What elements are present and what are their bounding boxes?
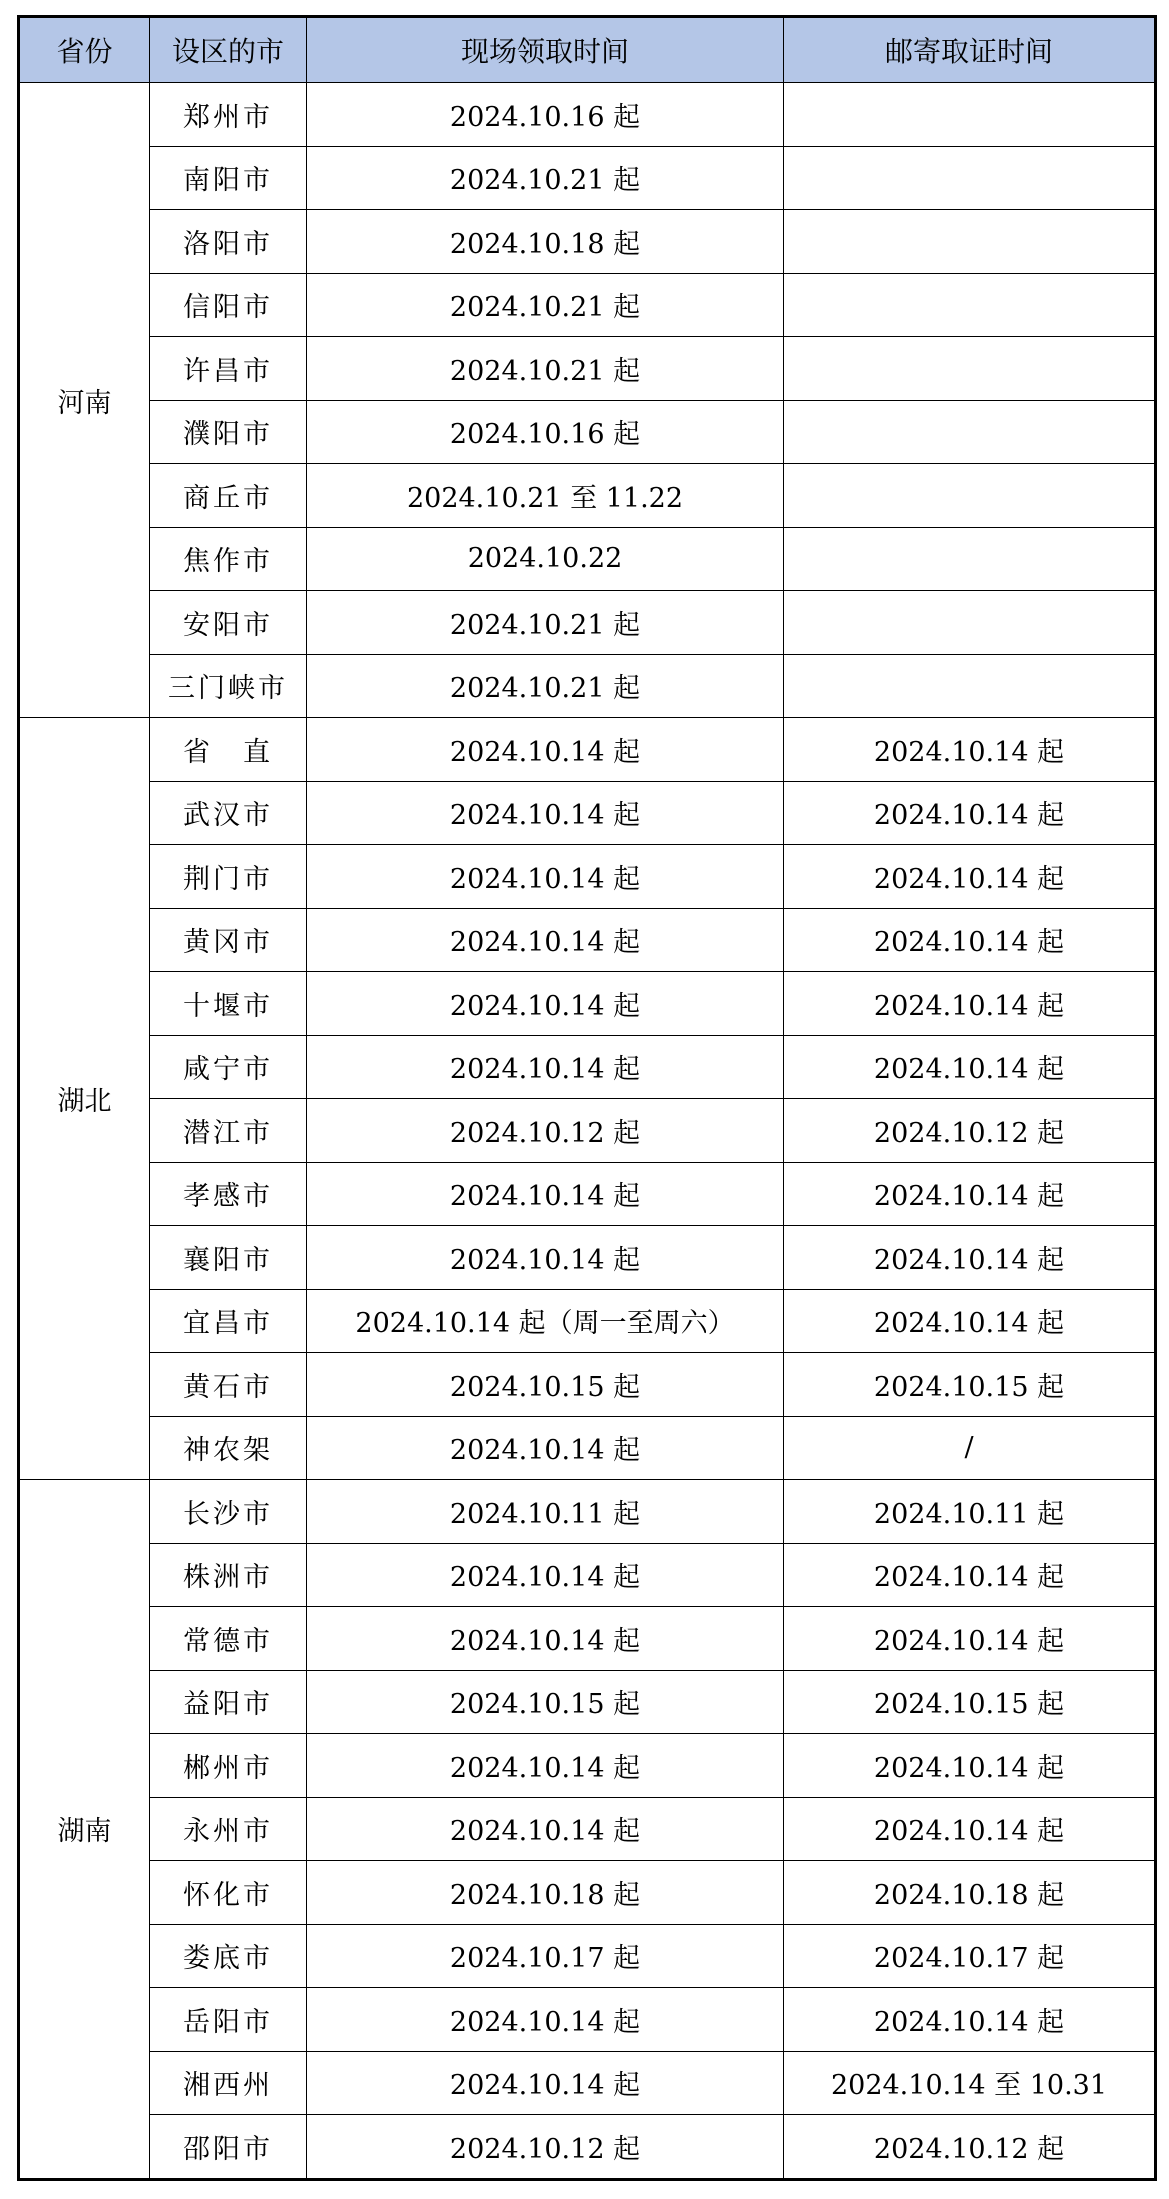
mail-time-cell: 2024.10.15 起 xyxy=(784,1353,1156,1417)
city-cell: 咸宁市 xyxy=(150,1035,307,1099)
city-cell: 黄冈市 xyxy=(150,908,307,972)
city-cell: 常德市 xyxy=(150,1607,307,1671)
mail-time-cell: 2024.10.14 起 xyxy=(784,845,1156,909)
onsite-time-cell: 2024.10.12 起 xyxy=(307,1099,784,1163)
onsite-time-cell: 2024.10.14 起 xyxy=(307,718,784,782)
table-row xyxy=(19,1099,1156,1163)
province-cell: 湖南 xyxy=(19,1480,150,2180)
table-row xyxy=(19,83,1156,147)
mail-time-cell: 2024.10.14 起 xyxy=(784,1035,1156,1099)
onsite-time-cell: 2024.10.15 起 xyxy=(307,1353,784,1417)
table-row xyxy=(19,908,1156,972)
mail-time-cell: 2024.10.12 起 xyxy=(784,1099,1156,1163)
table-row xyxy=(19,1797,1156,1861)
onsite-time-cell: 2024.10.14 起 xyxy=(307,845,784,909)
mail-time-cell xyxy=(784,337,1156,401)
city-cell: 岳阳市 xyxy=(150,1988,307,2052)
city-cell: 南阳市 xyxy=(150,146,307,210)
onsite-time-cell: 2024.10.21 至 11.22 xyxy=(307,464,784,528)
city-cell: 郴州市 xyxy=(150,1734,307,1798)
table-row xyxy=(19,845,1156,909)
mail-time-cell: 2024.10.14 起 xyxy=(784,908,1156,972)
header-city: 设区的市 xyxy=(150,17,307,83)
table-row xyxy=(19,210,1156,274)
city-cell: 潜江市 xyxy=(150,1099,307,1163)
city-cell: 商丘市 xyxy=(150,464,307,528)
table-row xyxy=(19,1289,1156,1353)
table-row xyxy=(19,1035,1156,1099)
table-row xyxy=(19,1734,1156,1798)
onsite-time-cell: 2024.10.21 起 xyxy=(307,273,784,337)
table-row xyxy=(19,654,1156,718)
table-row xyxy=(19,1988,1156,2052)
mail-time-cell: / xyxy=(784,1416,1156,1480)
mail-time-cell xyxy=(784,273,1156,337)
onsite-time-cell: 2024.10.14 起 xyxy=(307,2051,784,2115)
onsite-time-cell: 2024.10.15 起 xyxy=(307,1670,784,1734)
table-row xyxy=(19,2115,1156,2180)
onsite-time-cell: 2024.10.14 起 xyxy=(307,972,784,1036)
city-cell: 永州市 xyxy=(150,1797,307,1861)
onsite-time-cell: 2024.10.14 起 xyxy=(307,781,784,845)
onsite-time-cell: 2024.10.14 起 xyxy=(307,1226,784,1290)
table-row xyxy=(19,464,1156,528)
city-cell: 濮阳市 xyxy=(150,400,307,464)
city-cell: 武汉市 xyxy=(150,781,307,845)
header-onsite-time: 现场领取时间 xyxy=(307,17,784,83)
city-cell: 信阳市 xyxy=(150,273,307,337)
header-mail-time: 邮寄取证时间 xyxy=(784,17,1156,83)
table-row xyxy=(19,146,1156,210)
onsite-time-cell: 2024.10.21 起 xyxy=(307,591,784,655)
onsite-time-cell: 2024.10.14 起（周一至周六） xyxy=(307,1289,784,1353)
table-row xyxy=(19,1607,1156,1671)
mail-time-cell: 2024.10.14 起 xyxy=(784,1607,1156,1671)
city-cell: 十堰市 xyxy=(150,972,307,1036)
mail-time-cell: 2024.10.14 起 xyxy=(784,1797,1156,1861)
onsite-time-cell: 2024.10.11 起 xyxy=(307,1480,784,1544)
table-row xyxy=(19,1543,1156,1607)
certificate-schedule-table xyxy=(17,15,1157,2181)
onsite-time-cell: 2024.10.14 起 xyxy=(307,1543,784,1607)
onsite-time-cell: 2024.10.14 起 xyxy=(307,908,784,972)
mail-time-cell: 2024.10.18 起 xyxy=(784,1861,1156,1925)
onsite-time-cell: 2024.10.21 起 xyxy=(307,654,784,718)
mail-time-cell: 2024.10.14 起 xyxy=(784,1162,1156,1226)
onsite-time-cell: 2024.10.14 起 xyxy=(307,1988,784,2052)
city-cell: 焦作市 xyxy=(150,527,307,591)
mail-time-cell: 2024.10.14 起 xyxy=(784,718,1156,782)
table-row xyxy=(19,1670,1156,1734)
mail-time-cell: 2024.10.11 起 xyxy=(784,1480,1156,1544)
onsite-time-cell: 2024.10.14 起 xyxy=(307,1734,784,1798)
city-cell: 荆门市 xyxy=(150,845,307,909)
onsite-time-cell: 2024.10.18 起 xyxy=(307,1861,784,1925)
mail-time-cell xyxy=(784,210,1156,274)
table-row xyxy=(19,337,1156,401)
table-row xyxy=(19,781,1156,845)
city-cell: 娄底市 xyxy=(150,1924,307,1988)
city-cell: 邵阳市 xyxy=(150,2115,307,2180)
onsite-time-cell: 2024.10.16 起 xyxy=(307,83,784,147)
mail-time-cell: 2024.10.14 起 xyxy=(784,781,1156,845)
onsite-time-cell: 2024.10.21 起 xyxy=(307,337,784,401)
city-cell: 黄石市 xyxy=(150,1353,307,1417)
mail-time-cell: 2024.10.15 起 xyxy=(784,1670,1156,1734)
table-row xyxy=(19,972,1156,1036)
onsite-time-cell: 2024.10.17 起 xyxy=(307,1924,784,1988)
onsite-time-cell: 2024.10.12 起 xyxy=(307,2115,784,2180)
table-row xyxy=(19,273,1156,337)
mail-time-cell: 2024.10.14 起 xyxy=(784,1543,1156,1607)
header-province: 省份 xyxy=(19,17,150,83)
city-cell: 长沙市 xyxy=(150,1480,307,1544)
table-row xyxy=(19,718,1156,782)
mail-time-cell xyxy=(784,654,1156,718)
mail-time-cell: 2024.10.14 起 xyxy=(784,1988,1156,2052)
mail-time-cell: 2024.10.14 起 xyxy=(784,1226,1156,1290)
city-cell: 湘西州 xyxy=(150,2051,307,2115)
city-cell: 孝感市 xyxy=(150,1162,307,1226)
city-cell: 怀化市 xyxy=(150,1861,307,1925)
table-row xyxy=(19,1226,1156,1290)
city-cell: 株洲市 xyxy=(150,1543,307,1607)
mail-time-cell: 2024.10.14 起 xyxy=(784,1734,1156,1798)
onsite-time-cell: 2024.10.21 起 xyxy=(307,146,784,210)
mail-time-cell xyxy=(784,464,1156,528)
header-row xyxy=(19,17,1156,83)
city-cell: 洛阳市 xyxy=(150,210,307,274)
mail-time-cell xyxy=(784,146,1156,210)
mail-time-cell xyxy=(784,83,1156,147)
onsite-time-cell: 2024.10.16 起 xyxy=(307,400,784,464)
table-row xyxy=(19,400,1156,464)
table-row xyxy=(19,1480,1156,1544)
city-cell: 郑州市 xyxy=(150,83,307,147)
table-row xyxy=(19,1353,1156,1417)
onsite-time-cell: 2024.10.22 xyxy=(307,527,784,591)
table-row xyxy=(19,1162,1156,1226)
mail-time-cell xyxy=(784,400,1156,464)
city-cell: 安阳市 xyxy=(150,591,307,655)
onsite-time-cell: 2024.10.14 起 xyxy=(307,1416,784,1480)
mail-time-cell: 2024.10.12 起 xyxy=(784,2115,1156,2180)
onsite-time-cell: 2024.10.14 起 xyxy=(307,1797,784,1861)
table-row xyxy=(19,527,1156,591)
mail-time-cell: 2024.10.14 起 xyxy=(784,1289,1156,1353)
table-row xyxy=(19,2051,1156,2115)
mail-time-cell xyxy=(784,591,1156,655)
onsite-time-cell: 2024.10.14 起 xyxy=(307,1162,784,1226)
onsite-time-cell: 2024.10.18 起 xyxy=(307,210,784,274)
mail-time-cell: 2024.10.17 起 xyxy=(784,1924,1156,1988)
mail-time-cell: 2024.10.14 起 xyxy=(784,972,1156,1036)
city-cell: 三门峡市 xyxy=(150,654,307,718)
table-row xyxy=(19,591,1156,655)
mail-time-cell: 2024.10.14 至 10.31 xyxy=(784,2051,1156,2115)
certificate-schedule-table-container xyxy=(17,15,1154,2181)
table-row xyxy=(19,1416,1156,1480)
table-row xyxy=(19,1861,1156,1925)
city-cell: 省 直 xyxy=(150,718,307,782)
table-body xyxy=(19,83,1156,2180)
table-header xyxy=(19,17,1156,83)
mail-time-cell xyxy=(784,527,1156,591)
city-cell: 襄阳市 xyxy=(150,1226,307,1290)
province-cell: 河南 xyxy=(19,83,150,718)
table-row xyxy=(19,1924,1156,1988)
city-cell: 神农架 xyxy=(150,1416,307,1480)
city-cell: 益阳市 xyxy=(150,1670,307,1734)
onsite-time-cell: 2024.10.14 起 xyxy=(307,1035,784,1099)
city-cell: 许昌市 xyxy=(150,337,307,401)
city-cell: 宜昌市 xyxy=(150,1289,307,1353)
province-cell: 湖北 xyxy=(19,718,150,1480)
onsite-time-cell: 2024.10.14 起 xyxy=(307,1607,784,1671)
